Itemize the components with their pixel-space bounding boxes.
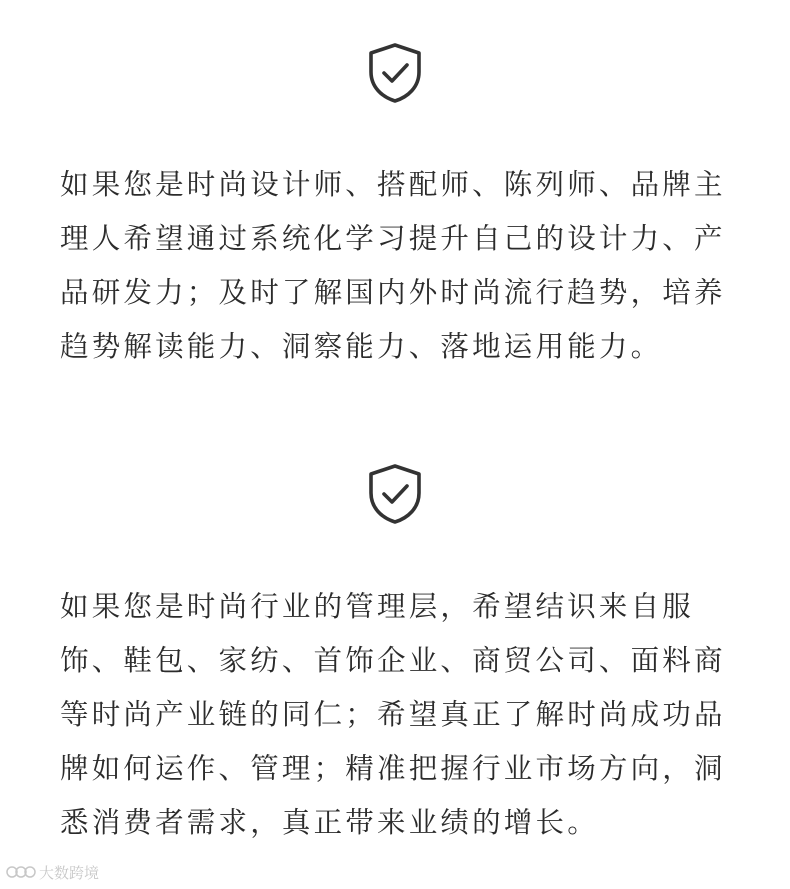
shield-check-icon bbox=[366, 463, 424, 525]
paragraph-designers: 如果您是时尚设计师、搭配师、陈列师、品牌主理人希望通过系统化学习提升自己的设计力、产品研发力；及时了解国内外时尚流行趋势，培养趋势解读能力、洞察能力、落地运用能力。 bbox=[60, 168, 726, 363]
watermark-text: 大数跨境 bbox=[39, 863, 100, 882]
watermark-logo-icon bbox=[6, 863, 36, 881]
watermark bbox=[6, 861, 99, 883]
shield-check-icon bbox=[366, 42, 424, 104]
paragraph-managers: 如果您是时尚行业的管理层，希望结识来自服饰、鞋包、家纺、首饰企业、商贸公司、面料商等时尚产业链的同仁；希望真正了解时尚成功品牌如何运作、管理；精准把握行业市场方向，洞悉消费者需求，真正带来业绩的增长。 bbox=[60, 590, 726, 839]
